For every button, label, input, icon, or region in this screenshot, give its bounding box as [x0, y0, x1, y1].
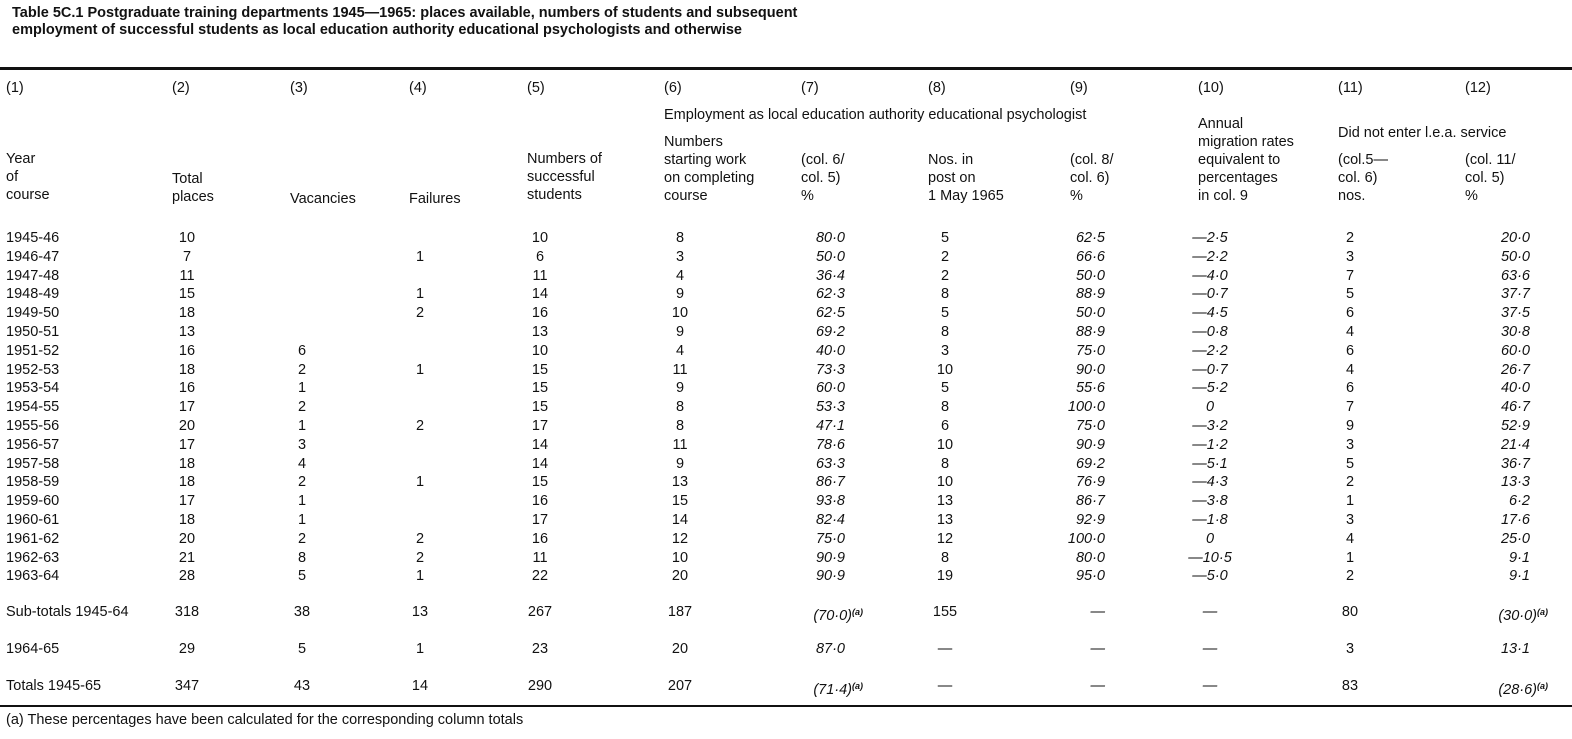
table-cell: 13·3 — [1500, 474, 1530, 491]
table-cell: 18 — [178, 361, 196, 378]
row-year: 1958-59 — [6, 474, 60, 491]
summary-cell: 29 — [178, 641, 196, 657]
summary-cell: $(71\cdot 4)^{(a)}$ — [813, 681, 863, 698]
summary-label: 1964-65 — [6, 641, 60, 657]
summary-cell: $(30\cdot 0)^{(a)}$ — [1498, 607, 1548, 624]
table-cell: 2 — [415, 305, 425, 322]
column-header-year: Year of course — [6, 151, 50, 203]
table-cell: 11 — [532, 267, 548, 284]
table-cell: 4 — [1345, 361, 1355, 378]
column-header-nos-col11: (col.5— col. 6) nos. — [1338, 152, 1388, 204]
table-cell: 93·8 — [815, 493, 845, 510]
table-cell: 8 — [297, 549, 307, 566]
table-cell: 4 — [1345, 530, 1355, 547]
table-cell: 92·9 — [1075, 512, 1105, 528]
table-cell: 1 — [297, 380, 307, 397]
table-cell: 28 — [178, 568, 196, 585]
table-cell: 2 — [415, 549, 425, 566]
table-cell: 5 — [297, 568, 307, 585]
table-cell: 1 — [297, 418, 307, 434]
table-cell: 21 — [178, 549, 196, 566]
table-cell: 10 — [936, 474, 954, 491]
table-cell: 10 — [178, 230, 196, 246]
table-cell: 63·3 — [815, 455, 845, 472]
table-cell: 2 — [297, 399, 307, 416]
note-marker: (a) — [852, 681, 863, 691]
table-cell: 50·0 — [1500, 248, 1530, 265]
summary-cell: — — [1090, 678, 1105, 694]
table-cell: 1 — [415, 474, 425, 491]
table-cell: 2 — [940, 248, 950, 265]
table-cell: 16 — [531, 493, 549, 510]
table-cell: 15 — [671, 493, 689, 510]
table-cell: 2 — [1345, 568, 1355, 585]
row-year: 1955-56 — [6, 418, 60, 434]
table-cell: —1·2 — [1192, 436, 1228, 453]
table-cell: 6 — [535, 248, 545, 265]
table-cell: 4 — [1345, 324, 1355, 340]
column-header-starting: Numbers starting work on completing course — [664, 134, 755, 204]
summary-cell: 83 — [1341, 678, 1359, 694]
table-cell: 18 — [178, 455, 196, 472]
table-cell: 20·0 — [1500, 230, 1530, 246]
table-cell: 1 — [297, 493, 307, 510]
table-cell: 15 — [531, 361, 549, 378]
column-number: (7) — [801, 80, 819, 96]
table-cell: 16 — [531, 530, 549, 547]
table-cell: 8 — [940, 455, 950, 472]
table-cell: 10 — [671, 549, 689, 566]
table-cell: 100·0 — [1067, 399, 1105, 416]
table-cell: 40·0 — [815, 342, 845, 359]
table-cell: 8 — [940, 324, 950, 340]
table-cell: —4·0 — [1192, 267, 1228, 284]
table-cell: 75·0 — [1075, 342, 1105, 359]
table-cell: 86·7 — [1075, 493, 1105, 510]
column-number: (9) — [1070, 80, 1088, 96]
table-cell: 9 — [675, 286, 685, 303]
summary-cell: 14 — [411, 678, 429, 694]
summary-cell: $(70\cdot 0)^{(a)}$ — [813, 607, 863, 624]
table-cell: —4·5 — [1192, 305, 1228, 322]
table-cell: —5·1 — [1192, 455, 1228, 472]
table-cell: 11 — [532, 549, 548, 566]
row-year: 1947-48 — [6, 267, 60, 284]
summary-cell: 43 — [293, 678, 311, 694]
note-marker: (a) — [1537, 607, 1548, 617]
table-cell: 8 — [675, 399, 685, 416]
table-cell: 17 — [178, 399, 196, 416]
table-cell: 16 — [531, 305, 549, 322]
table-cell: 50·0 — [1075, 267, 1105, 284]
table-cell: 17·6 — [1500, 512, 1530, 528]
bottom-rule — [0, 705, 1572, 707]
table-cell: 80·0 — [1075, 549, 1105, 566]
table-cell: —5·0 — [1192, 568, 1228, 585]
table-cell: 3 — [1345, 512, 1355, 528]
row-year: 1954-55 — [6, 399, 60, 416]
table-cell: 37·7 — [1500, 286, 1530, 303]
table-cell: 10 — [531, 230, 549, 246]
summary-cell: 5 — [297, 641, 307, 657]
table-cell: 10 — [531, 342, 549, 359]
column-number: (4) — [409, 80, 427, 96]
table-cell: 16 — [178, 380, 196, 397]
table-cell: 11 — [179, 267, 195, 284]
table-cell: 3 — [1345, 436, 1355, 453]
table-cell: 17 — [531, 512, 549, 528]
table-cell: 88·9 — [1075, 286, 1105, 303]
summary-cell: — — [1090, 641, 1105, 657]
table-cell: 7 — [1345, 267, 1355, 284]
row-year: 1960-61 — [6, 512, 60, 528]
table-cell: 15 — [178, 286, 196, 303]
summary-cell: 187 — [667, 604, 693, 620]
table-cell: 3 — [1345, 248, 1355, 265]
table-cell: 1 — [415, 286, 425, 303]
table-cell: 63·6 — [1500, 267, 1530, 284]
row-year: 1948-49 — [6, 286, 60, 303]
table-cell: 6·2 — [1509, 493, 1530, 510]
table-cell: 21·4 — [1500, 436, 1530, 453]
table-cell: 14 — [531, 286, 549, 303]
table-cell: 9 — [1345, 418, 1355, 434]
table-cell: 19 — [936, 568, 954, 585]
row-year: 1961-62 — [6, 530, 60, 547]
column-number: (11) — [1338, 80, 1363, 96]
summary-cell: 347 — [174, 678, 200, 694]
summary-cell: 267 — [527, 604, 553, 620]
column-number: (5) — [527, 80, 545, 96]
table-cell: 52·9 — [1500, 418, 1530, 434]
row-year: 1952-53 — [6, 361, 60, 378]
summary-cell: 23 — [531, 641, 549, 657]
column-number: (10) — [1198, 80, 1224, 96]
table-cell: 80·0 — [815, 230, 845, 246]
table-cell: 22 — [531, 568, 549, 585]
group-header-not-entered: Did not enter l.e.a. service — [1338, 125, 1507, 141]
table-cell: 8 — [940, 399, 950, 416]
summary-cell: 87·0 — [815, 641, 845, 657]
table-cell: 36·7 — [1500, 455, 1530, 472]
table-cell: 10 — [936, 361, 954, 378]
column-header-vacancies: Vacancies — [290, 191, 356, 207]
table-cell: 36·4 — [815, 267, 845, 284]
row-year: 1957-58 — [6, 455, 60, 472]
table-cell: 15 — [531, 399, 549, 416]
top-rule — [0, 67, 1572, 70]
table-cell: 10 — [936, 436, 954, 453]
table-cell: 60·0 — [1500, 342, 1530, 359]
table-cell: 60·0 — [815, 380, 845, 397]
table-cell: 7 — [182, 248, 192, 265]
column-header-pct-col9: (col. 8/ col. 6) % — [1070, 152, 1114, 204]
table-cell: 2 — [297, 361, 307, 378]
table-cell: 4 — [675, 267, 685, 284]
table-cell: 100·0 — [1067, 530, 1105, 547]
row-year: 1951-52 — [6, 342, 60, 359]
table-cell: 15 — [531, 474, 549, 491]
table-cell: —10·5 — [1188, 549, 1232, 566]
table-cell: 15 — [531, 380, 549, 397]
table-cell: 90·0 — [1075, 361, 1105, 378]
table-cell: 90·9 — [815, 568, 845, 585]
table-cell: 75·0 — [815, 530, 845, 547]
table-cell: 47·1 — [815, 418, 845, 434]
table-cell: 20 — [178, 530, 196, 547]
table-cell: 1 — [1345, 549, 1355, 566]
column-number: (6) — [664, 80, 682, 96]
column-header-migration: Annual migration rates equivalent to percentages in col. 9 — [1198, 116, 1294, 204]
row-year: 1959-60 — [6, 493, 60, 510]
column-number: (2) — [172, 80, 190, 96]
table-cell: 8 — [675, 418, 685, 434]
table-cell: 10 — [671, 305, 689, 322]
table-cell: 0 — [1205, 530, 1215, 547]
summary-cell: — — [1202, 604, 1218, 620]
table-cell: 26·7 — [1500, 361, 1530, 378]
table-cell: 2 — [940, 267, 950, 284]
table-cell: 53·3 — [815, 399, 845, 416]
note-marker: (a) — [852, 607, 863, 617]
column-header-total-places: Total places — [172, 171, 214, 205]
table-cell: 9·1 — [1509, 549, 1530, 566]
table-cell: 8 — [940, 286, 950, 303]
table-cell: 14 — [531, 455, 549, 472]
table-cell: 9 — [675, 455, 685, 472]
table-cell: 1 — [297, 512, 307, 528]
table-cell: 13 — [531, 324, 549, 340]
column-header-in-post: Nos. in post on 1 May 1965 — [928, 152, 1004, 204]
table-cell: 6 — [940, 418, 950, 434]
table-cell: 6 — [1345, 305, 1355, 322]
summary-cell: 13 — [411, 604, 429, 620]
row-year: 1950-51 — [6, 324, 60, 340]
summary-label: Sub-totals 1945-64 — [6, 604, 129, 620]
table-cell: 62·5 — [1075, 230, 1105, 246]
table-cell: 5 — [940, 230, 950, 246]
table-cell: 18 — [178, 474, 196, 491]
table-cell: 3 — [297, 436, 307, 453]
table-cell: 62·3 — [815, 286, 845, 303]
footnote: (a) These percentages have been calculated for the corresponding column totals — [6, 712, 524, 728]
table-cell: 30·8 — [1500, 324, 1530, 340]
table-cell: 5 — [940, 305, 950, 322]
table-cell: 8 — [675, 230, 685, 246]
group-header-employment: Employment as local education authority educational psychologist — [664, 107, 1087, 123]
table-cell: 13 — [936, 493, 954, 510]
table-cell: 86·7 — [815, 474, 845, 491]
table-cell: 1 — [415, 248, 425, 265]
table-cell: 90·9 — [1075, 436, 1105, 453]
table-cell: 14 — [531, 436, 549, 453]
table-cell: 8 — [940, 549, 950, 566]
table-cell: 50·0 — [1075, 305, 1105, 322]
table-cell: —5·2 — [1192, 380, 1228, 397]
table-cell: —1·8 — [1192, 512, 1228, 528]
row-year: 1949-50 — [6, 305, 60, 322]
table-cell: 2 — [297, 474, 307, 491]
table-cell: 13 — [671, 474, 689, 491]
row-year: 1946-47 — [6, 248, 60, 265]
table-cell: —2·5 — [1192, 230, 1228, 246]
table-cell: 17 — [178, 436, 196, 453]
table-cell: 3 — [940, 342, 950, 359]
table-cell: —3·8 — [1192, 493, 1228, 510]
table-cell: 11 — [672, 436, 688, 453]
row-year: 1962-63 — [6, 549, 60, 566]
column-header-failures: Failures — [409, 191, 461, 207]
summary-cell: 207 — [667, 678, 693, 694]
column-header-pct-col12: (col. 11/ col. 5) % — [1465, 152, 1516, 204]
table-cell: 20 — [178, 418, 196, 434]
table-cell: 18 — [178, 512, 196, 528]
table-cell: 6 — [1345, 380, 1355, 397]
table-cell: 5 — [1345, 455, 1355, 472]
table-cell: 7 — [1345, 399, 1355, 416]
table-cell: 9·1 — [1509, 568, 1530, 585]
table-cell: 11 — [672, 361, 688, 378]
table-cell: 82·4 — [815, 512, 845, 528]
table-cell: 76·9 — [1075, 474, 1105, 491]
column-number: (1) — [6, 80, 24, 96]
summary-cell: 3 — [1345, 641, 1355, 657]
table-cell: 88·9 — [1075, 324, 1105, 340]
table-cell: 6 — [297, 342, 307, 359]
summary-cell: 80 — [1341, 604, 1359, 620]
table-cell: 69·2 — [815, 324, 845, 340]
table-cell: 12 — [936, 530, 954, 547]
table-cell: 2 — [1345, 474, 1355, 491]
summary-cell: — — [937, 641, 953, 657]
table-cell: —2·2 — [1192, 248, 1228, 265]
table-cell: 75·0 — [1075, 418, 1105, 434]
summary-cell: 155 — [932, 604, 958, 620]
row-year: 1963-64 — [6, 568, 60, 585]
table-cell: 20 — [671, 568, 689, 585]
table-cell: 2 — [415, 418, 425, 434]
table-cell: —4·3 — [1192, 474, 1228, 491]
summary-cell: $(28\cdot 6)^{(a)}$ — [1498, 681, 1548, 698]
table-cell: 40·0 — [1500, 380, 1530, 397]
table-cell: 50·0 — [815, 248, 845, 265]
table-cell: 1 — [1345, 493, 1355, 510]
table-cell: 2 — [297, 530, 307, 547]
table-cell: 62·5 — [815, 305, 845, 322]
column-header-pct-col7: (col. 6/ col. 5) % — [801, 152, 845, 204]
summary-cell: 318 — [174, 604, 200, 620]
table-cell: 3 — [675, 248, 685, 265]
column-header-successful: Numbers of successful students — [527, 151, 602, 203]
table-cell: 4 — [297, 455, 307, 472]
table-cell: 2 — [1345, 230, 1355, 246]
summary-cell: — — [1202, 641, 1218, 657]
table-cell: 55·6 — [1075, 380, 1105, 397]
table-cell: 17 — [531, 418, 549, 434]
summary-cell: 290 — [527, 678, 553, 694]
table-cell: 9 — [675, 324, 685, 340]
table-cell: 0 — [1205, 399, 1215, 416]
table-cell: 66·6 — [1075, 248, 1105, 265]
row-year: 1945-46 — [6, 230, 60, 246]
summary-cell: 1 — [415, 641, 425, 657]
table-cell: 12 — [671, 530, 689, 547]
column-number: (12) — [1465, 80, 1491, 96]
table-cell: 2 — [415, 530, 425, 547]
summary-label: Totals 1945-65 — [6, 678, 102, 694]
table-cell: 16 — [178, 342, 196, 359]
summary-cell: 38 — [293, 604, 311, 620]
table-cell: 90·9 — [815, 549, 845, 566]
table-cell: —0·7 — [1192, 286, 1228, 303]
table-cell: 4 — [675, 342, 685, 359]
table-cell: —3·2 — [1192, 418, 1228, 434]
summary-cell: — — [1090, 604, 1105, 620]
table-cell: 6 — [1345, 342, 1355, 359]
row-year: 1953-54 — [6, 380, 60, 397]
table-cell: 69·2 — [1075, 455, 1105, 472]
table-cell: 5 — [1345, 286, 1355, 303]
summary-cell: — — [1202, 678, 1218, 694]
table-cell: 73·3 — [815, 361, 845, 378]
summary-cell: — — [937, 678, 953, 694]
note-marker: (a) — [1537, 681, 1548, 691]
table-cell: 14 — [671, 512, 689, 528]
table-cell: 13 — [936, 512, 954, 528]
table-cell: 37·5 — [1500, 305, 1530, 322]
summary-cell: 20 — [671, 641, 689, 657]
table-cell: —2·2 — [1192, 342, 1228, 359]
table-cell: 13 — [178, 324, 196, 340]
table-cell: 25·0 — [1500, 530, 1530, 547]
table-cell: 78·6 — [815, 436, 845, 453]
table-cell: 46·7 — [1500, 399, 1530, 416]
table-title: Table 5C.1 Postgraduate training departments 1945—1965: places available, numbers of students and subsequent employment of successful students as local education authority educational psychologists and otherwise — [12, 5, 798, 38]
summary-cell: 13·1 — [1500, 641, 1530, 657]
table-cell: 1 — [415, 568, 425, 585]
column-number: (8) — [928, 80, 946, 96]
table-cell: 18 — [178, 305, 196, 322]
column-number: (3) — [290, 80, 308, 96]
table-cell: 9 — [675, 380, 685, 397]
row-year: 1956-57 — [6, 436, 60, 453]
table-cell: 5 — [940, 380, 950, 397]
table-cell: 95·0 — [1075, 568, 1105, 585]
table-cell: 1 — [415, 361, 425, 378]
table-cell: 17 — [178, 493, 196, 510]
table-cell: —0·7 — [1192, 361, 1228, 378]
table-cell: —0·8 — [1192, 324, 1228, 340]
